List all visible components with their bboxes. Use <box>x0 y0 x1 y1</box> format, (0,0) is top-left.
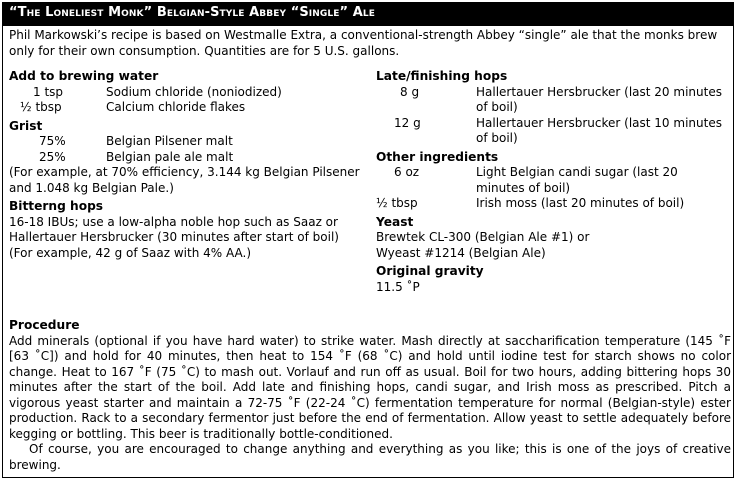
grist-note: (For example, at 70% efficiency, 3.144 kg Belgian Pilsener and 1.048 kg Belgian Pale.) <box>9 165 360 195</box>
late-hops-heading: Late/finishing hops <box>376 69 508 83</box>
ingredient-row <box>9 100 369 116</box>
ingredient-qty: ½ tbsp <box>20 100 62 114</box>
ingredient-row <box>376 165 728 196</box>
ingredient-desc: Calcium chloride flakes <box>106 100 246 114</box>
bittering-section <box>9 199 369 261</box>
left-column <box>9 69 369 264</box>
bittering-note: (For example, 42 g of Saaz with 4% AA.) <box>9 245 252 260</box>
ingredient-qty: 6 oz <box>394 165 420 179</box>
recipe-title <box>3 3 733 26</box>
yeast-line-1: Brewtek CL-300 (Belgian Ale #1) or <box>376 230 590 244</box>
bittering-heading: Bitterng hops <box>9 199 104 213</box>
brewing-water-heading: Add to brewing water <box>9 69 159 83</box>
ingredient-desc: Hallertauer Hersbrucker (last 20 minutes of boil) <box>476 84 722 114</box>
ingredient-desc: Hallertauer Hersbrucker (last 10 minutes of boil) <box>476 115 722 145</box>
ingredient-row <box>9 150 369 166</box>
ingredient-desc: Irish moss (last 20 minutes of boil) <box>476 196 685 210</box>
ingredient-desc: Belgian pale ale malt <box>106 149 234 164</box>
grist-section <box>9 119 369 197</box>
procedure-heading: Procedure <box>9 318 80 332</box>
bittering-text: 16-18 IBUs; use a low-alpha noble hop such as Saaz or Hallertauer Hersbrucker (30 minutes after start of boil) <box>9 214 339 244</box>
ingredient-desc: Belgian Pilsener malt <box>106 134 233 148</box>
recipe-title-text: “The Loneliest Monk” Belgian-Style Abbey “Single” Ale <box>9 5 375 20</box>
yeast-line-2: Wyeast #1214 (Belgian Ale) <box>376 245 546 260</box>
other-ingredients-heading: Other ingredients <box>376 149 499 164</box>
ingredient-row <box>9 134 369 150</box>
recipe-card <box>2 2 734 478</box>
procedure-closing: Of course, you are encouraged to change anything and everything as you like; this is one of the joys of creative brewing. <box>9 442 731 472</box>
ingredient-row <box>376 85 728 116</box>
late-hops-section <box>376 69 728 147</box>
ingredient-row <box>376 116 728 147</box>
brewing-water-section <box>9 69 369 116</box>
ingredient-row <box>376 196 728 212</box>
gravity-value: 11.5 ˚P <box>376 279 420 294</box>
ingredient-qty: 12 g <box>394 115 421 130</box>
gravity-section <box>376 264 728 295</box>
ingredient-desc: Light Belgian candi sugar (last 20 minutes of boil) <box>476 165 678 195</box>
procedure-section <box>9 318 731 473</box>
yeast-section <box>376 215 728 262</box>
gravity-heading: Original gravity <box>376 264 484 278</box>
ingredient-qty: 8 g <box>400 84 420 99</box>
intro-paragraph: Phil Markowski’s recipe is based on Westmalle Extra, a conventional-strength Abbey “single” ale that the monks brew only for their own consumption. Quantities are for 5 U.S. gallons. <box>9 28 718 58</box>
yeast-heading: Yeast <box>376 214 414 229</box>
procedure-text: Add minerals (optional if you have hard water) to strike water. Mash directly at saccharification temperature (145 ˚F [63 ˚C]) and hold for 40 minutes, then heat to 154 ˚F (68 ˚C) and hold until iodine test for starch shows no color change. Heat to 167 ˚F (75 ˚C) to mash out. Vorlauf and run off as usual. Boil for two hours, adding bittering hops 30 minutes after the start of the boil. Add late and finishing hops, candi sugar, and Irish moss as prescribed. Pitch a vigorous yeast starter and maintain a 72-75 ˚F (22-24 ˚C) fermentation temperature for normal (Belgian-style) ester production. Rack to a secondary fermentor just before the end of fermentation. Allow yeast to settle adequately before kegging or bottling. This beer is traditionally bottle-conditioned. <box>9 333 731 441</box>
ingredient-qty: ½ tbsp <box>376 196 418 210</box>
ingredient-qty: 1 tsp <box>33 84 64 99</box>
ingredient-qty: 25% <box>39 149 66 164</box>
grist-heading: Grist <box>9 118 43 133</box>
right-column <box>376 69 728 298</box>
ingredient-desc: Sodium chloride (noniodized) <box>106 84 282 99</box>
ingredient-qty: 75% <box>39 134 66 148</box>
ingredient-row <box>9 85 369 101</box>
other-ingredients-section <box>376 150 728 212</box>
